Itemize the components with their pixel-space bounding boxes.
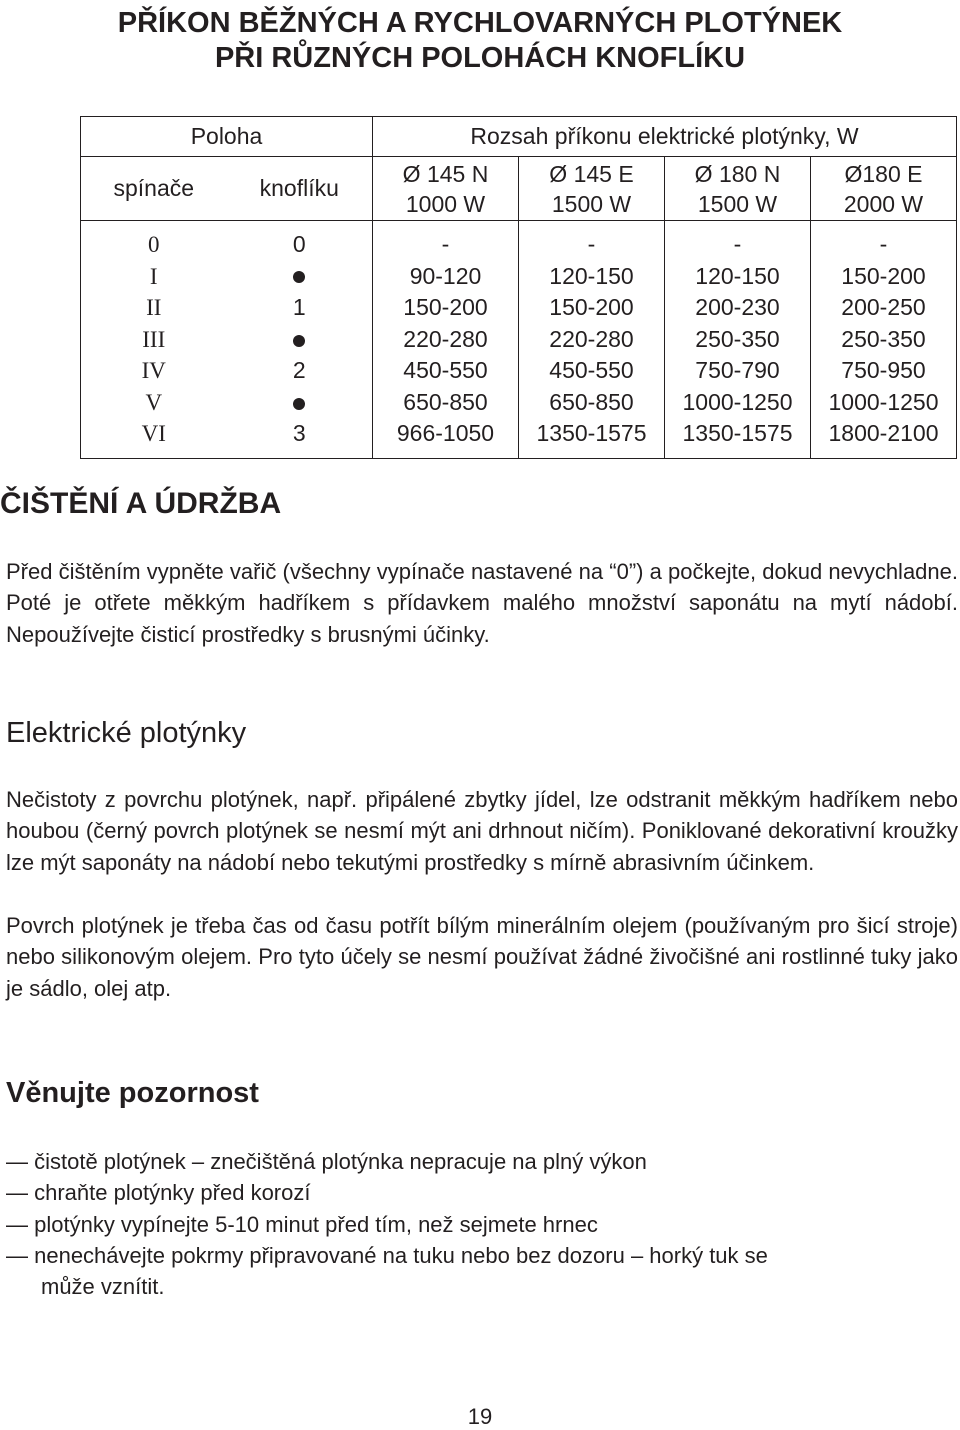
header-col-3: Ø 180 N 1500 W <box>665 157 811 221</box>
title-line-1: PŘÍKON BĚŽNÝCH A RYCHLOVARNÝCH PLOTÝNEK <box>117 7 843 39</box>
knob-pos: 3 <box>292 420 306 447</box>
switch-pos: V <box>145 389 163 415</box>
values-column-1: - 90-120 150-200 220-280 450-550 650-850 966-1050 <box>373 221 519 459</box>
header-knofliku: knoflíku <box>227 157 373 221</box>
switch-pos: IV <box>141 358 166 384</box>
knob-pos: 1 <box>292 294 306 321</box>
attention-heading: Věnujte pozornost <box>6 1077 259 1109</box>
header-col-4: Ø180 E 2000 W <box>811 157 957 221</box>
switch-positions-column <box>81 221 227 459</box>
attention-list <box>6 1146 768 1302</box>
header-spinace: spínače <box>81 157 227 221</box>
table-data-row <box>81 221 957 459</box>
list-item: — čistotě plotýnek – znečištěná plotýnka nepracuje na plný výkon <box>6 1149 647 1174</box>
table-header-row-2 <box>81 157 957 221</box>
plates-paragraph-1: Nečistoty z povrchu plotýnek, např. připálené zbytky jídel, lze odstranit měkkým hadříkem nebo houbou (černý povrch plotýnek se nesmí mýt ani drhnout ničím). Poniklované dekorativní kroužky lze mýt saponáty na nádobí nebo tekutými prostředky s mírně abrasivním účinkem. <box>6 787 958 875</box>
switch-pos: VI <box>141 421 166 447</box>
table-header-row-1 <box>81 117 957 157</box>
values-column-2: - 120-150 150-200 220-280 450-550 650-850 1350-1575 <box>519 221 665 459</box>
list-item: — nenechávejte pokrmy připravované na tuku nebo bez dozoru – horký tuk se <box>6 1242 768 1268</box>
list-item-continuation: může vznítit. <box>41 1274 165 1300</box>
knob-positions-column <box>227 221 373 459</box>
header-col-2: Ø 145 E 1500 W <box>519 157 665 221</box>
header-poloha: Poloha <box>81 117 373 157</box>
cleaning-heading: ČIŠTĚNÍ A ÚDRŽBA <box>0 487 282 520</box>
cleaning-paragraph: Před čištěním vypněte vařič (všechny vypínače nastavené na “0”) a počkejte, dokud nevychladne. Poté je otřete měkkým hadříkem s přídavkem malého množství saponátu na mytí nádobí. Nepoužívejte čisticí prostředky s brusnými účinky. <box>6 559 958 647</box>
page-title <box>0 6 960 76</box>
values-column-4: - 150-200 200-250 250-350 750-950 1000-1250 1800-2100 <box>811 221 957 459</box>
knob-pos: 2 <box>292 357 306 384</box>
knob-pos: 0 <box>292 230 306 257</box>
knob-dot-icon <box>227 261 373 293</box>
switch-pos: III <box>142 326 166 352</box>
plates-heading: Elektrické plotýnky <box>6 717 247 749</box>
list-item: — chraňte plotýnky před korozí <box>6 1180 311 1206</box>
switch-pos: I <box>149 263 158 289</box>
knob-dot-icon <box>227 324 373 356</box>
knob-dot-icon <box>227 387 373 419</box>
header-rozsah: Rozsah příkonu elektrické plotýnky, W <box>373 117 957 157</box>
page-number: 19 <box>467 1404 493 1429</box>
title-line-2: PŘI RŮZNÝCH POLOHÁCH KNOFLÍKU <box>214 42 746 74</box>
header-col-1: Ø 145 N 1000 W <box>373 157 519 221</box>
switch-pos: 0 <box>148 231 160 257</box>
plates-paragraph-2: Povrch plotýnek je třeba čas od času potřít bílým minerálním olejem (používaným pro šicí stroje) nebo silikonovým olejem. Pro tyto účely se nesmí používat žádné živočišné ani rostlinné tuky jako je sádlo, olej atp. <box>6 913 958 1001</box>
switch-pos: II <box>146 295 162 321</box>
list-item: — plotýnky vypínejte 5-10 minut před tím, než sejmete hrnec <box>6 1211 598 1237</box>
values-column-3: - 120-150 200-230 250-350 750-790 1000-1250 1350-1575 <box>665 221 811 459</box>
power-table <box>80 116 957 459</box>
